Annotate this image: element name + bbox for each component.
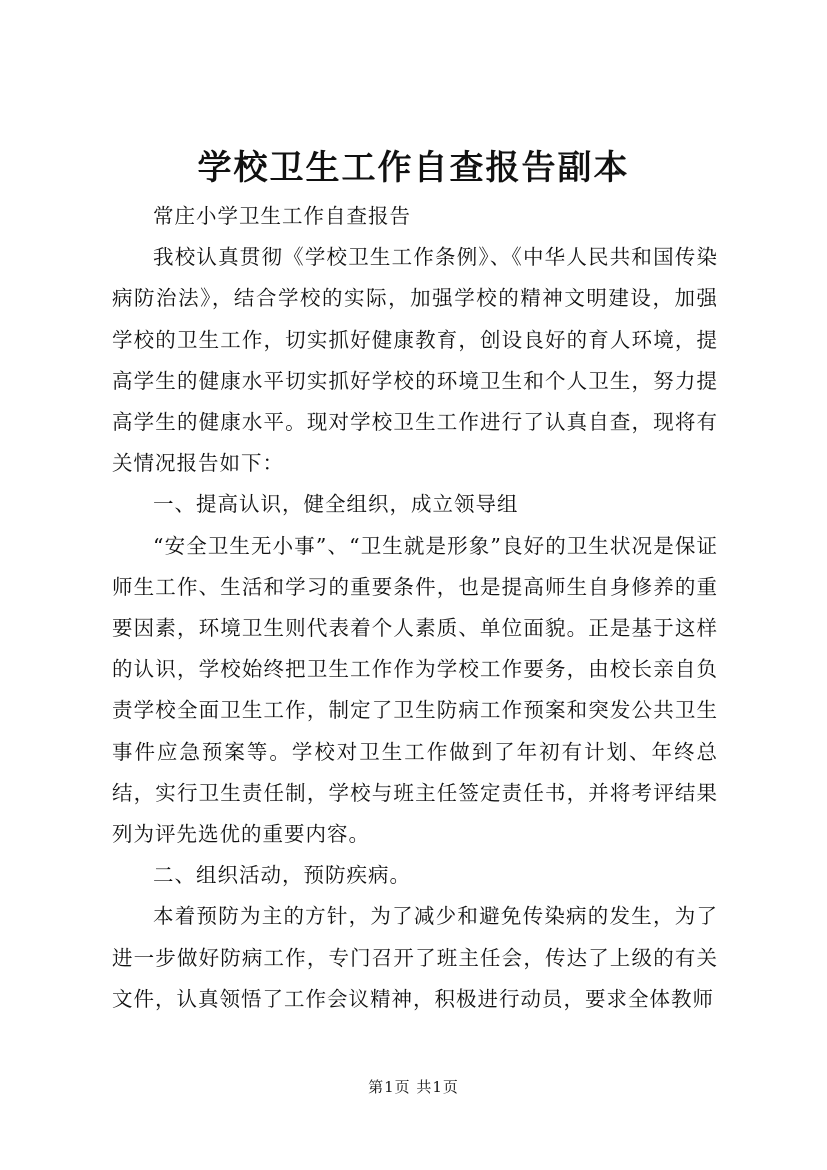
paragraph-report-heading: 常庄小学卫生工作自查报告 xyxy=(153,204,411,228)
document-body xyxy=(112,196,718,1020)
paragraph-section-1: “安全卫生无小事”、“卫生就是形象”良好的卫生状况是保证师生工作、生活和学习的重要条件，也是提高师生自身修养的重要因素，环境卫生则代表着个人素质、单位面貌。正是基于这样的认识，学校始终把卫生工作作为学校工作要务，由校长亲自负责学校全面卫生工作，制定了卫生防病工作预案和突发公共卫生事件应急预案等。学校对卫生工作做到了年初有计划、年终总结，实行卫生责任制，学校与班主任签定责任书，并将考评结果列为评先选优的重要内容。 xyxy=(112,533,718,847)
section-heading-1: 一、提高认识，健全组织，成立领导组 xyxy=(153,492,519,517)
section-heading-2: 二、组织活动，预防疾病。 xyxy=(153,863,411,888)
paragraph-intro: 我校认真贯彻《学校卫生工作条例》、《中华人民共和国传染病防治法》，结合学校的实际，加强学校的精神文明建设，加强学校的卫生工作，切实抓好健康教育，创设良好的育人环境，提高学生的健康水平切实抓好学校的环境卫生和个人卫生，努力提高学生的健康水平。现对学校卫生工作进行了认真自查，现将有关情况报告如下： xyxy=(112,245,718,476)
paragraph-section-2: 本着预防为主的方针，为了减少和避免传染病的发生，为了进一步做好防病工作，专门召开了班主任会，传达了上级的有关文件，认真领悟了工作会议精神，积极进行动员，要求全体教师 xyxy=(112,904,718,1011)
document-title: 学校卫生工作自查报告副本 xyxy=(197,148,630,188)
page-footer: 第1页 共1页 xyxy=(368,1078,459,1096)
